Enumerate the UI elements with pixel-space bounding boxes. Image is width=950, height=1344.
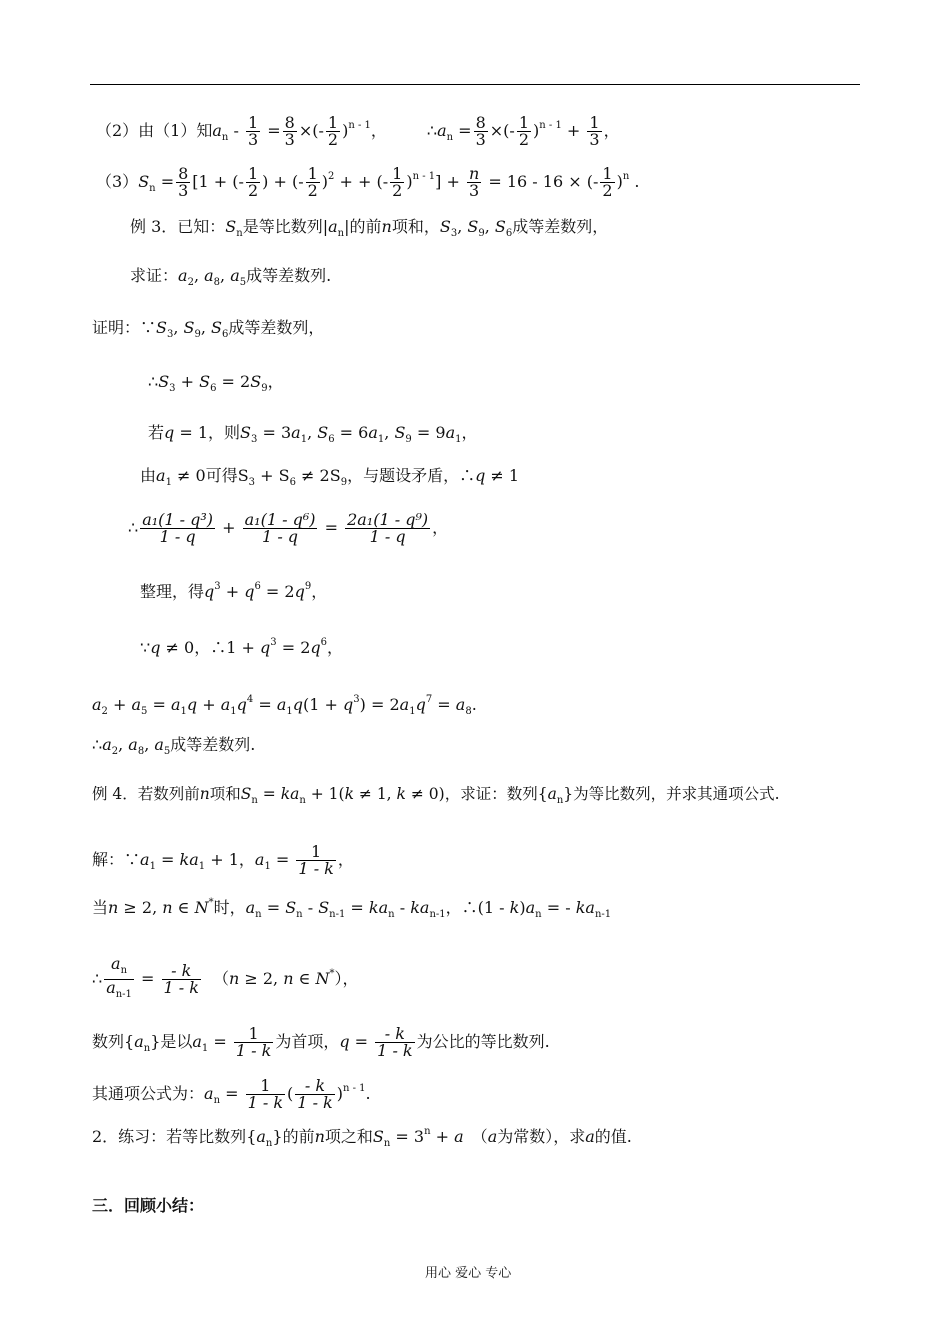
fraction: $\frac{8}{3}$ xyxy=(284,113,295,149)
line-contradiction: 由$a_1 \ne 0$可得$S_3 + S_6 \ne 2S_9$，与题设矛盾，∴q ≠ 1 xyxy=(140,466,520,488)
fraction: $\frac{1}{1 - k}$ xyxy=(235,1024,272,1060)
fraction: $\frac{1}{2}$ xyxy=(247,164,259,200)
fraction: $\frac{8}{3}$ xyxy=(178,164,189,200)
line-proof-start: 证明：$\because S_3$, $S_9$, $S_6$成等差数列， xyxy=(92,318,325,340)
fraction: $\frac{1}{1 - k}$ xyxy=(298,842,334,878)
line-ratio: ∴ $\frac{a_n}{a_{n-1}}$ = $\frac{- k}{1 - k}$ （n ≥ 2, n ∈ N*）， xyxy=(92,956,359,1003)
line-case-q1: 若q = 1，则$S_3 = 3a_1$, $S_6 = 6a_1$, $S_9 = 9a_1$， xyxy=(148,423,478,445)
section-heading: 三．回顾小结： xyxy=(92,1196,205,1215)
fraction: $\frac{a_n}{a_{n-1}}$ xyxy=(106,954,132,1000)
line-part2: （2）由（1）知$a_n$ - $\frac{1}{3}$ = $\frac{8}{3}$ ×(- $\frac{1}{2}$ )$^{n - 1}$， $\therefore a_n$ = $\frac{8}{3}$ ×(- $\frac{1}{2}$ )$^{n - 1}$ + $\frac{1}{3}$ ， xyxy=(96,113,620,149)
fraction: $\frac{8}{3}$ xyxy=(475,113,486,149)
fraction: $\frac{1}{2}$ xyxy=(327,113,339,149)
line-example3: 例 3．已知：$S_n$是等比数列$|a_n|$的前n项和，$S_3$, $S_9$, $S_6$成等差数列， xyxy=(130,217,609,239)
line-prove: 求证：$a_2$, $a_8$, $a_5$成等差数列. xyxy=(130,266,332,288)
line-part3: $(3)S_n$ = $\frac{8}{3}$ [1 + (- $\frac{1}{2}$ ) + (- $\frac{1}{2}$ )$^2$ + + (- $\frac{1}{2}$ )$^{n - 1}$] + $\frac{n}{3}$ = 16 - 16 × (- $\frac{1}{2}$ )$^n$ . xyxy=(96,164,640,200)
line-exercise: 2．练习：若等比数列$\{a_n\}$的前n项之和$S_n = 3^n + a$ （a为常数），求a的值. xyxy=(92,1126,632,1149)
fraction: $\frac{1}{2}$ xyxy=(602,164,613,200)
header-rule xyxy=(90,84,860,85)
fraction: $\frac{1}{2}$ xyxy=(518,113,530,149)
fraction: $\frac{1}{2}$ xyxy=(307,164,318,200)
line-sequence-type: 数列$\{a_n\}$是以$a_1$ = $\frac{1}{1 - k}$ 为首项，q = $\frac{- k}{1 - k}$ 为公比的等比数列. xyxy=(92,1024,550,1060)
fraction: $\frac{- k}{1 - k}$ xyxy=(377,1024,413,1060)
page-footer: 用心 爱心 专心 xyxy=(425,1266,512,1281)
fraction: $\frac{\text{a₁(1 - q⁶)}}{1 - q}$ xyxy=(244,510,316,546)
line-general-term: 其通项公式为：$a_n$ = $\frac{1}{1 - k}$ ( $\frac{- k}{1 - k}$ )$^{n - 1}$. xyxy=(92,1076,371,1112)
line-conclusion: $\therefore a_2$, $a_8$, $a_5$成等差数列. xyxy=(92,735,256,757)
fraction: $\frac{n}{3}$ xyxy=(468,164,480,200)
line-solution: 解：$\because a_1 = ka_1 + 1$，$a_1$ = $\frac{1}{1 - k}$ ， xyxy=(92,842,354,878)
fraction: $\frac{1}{3}$ xyxy=(247,113,259,149)
fraction: $\frac{\text{a₁(1 - q³)}}{1 - q}$ xyxy=(142,510,214,546)
fraction: $\frac{- k}{1 - k}$ xyxy=(163,961,199,997)
line-q-nonzero: ∵q ≠ 0，∴1 + $q^3 = 2q^6$， xyxy=(140,637,344,657)
line-a2-a5: $a_2 + a_5 = a_1q + a_1q^4 = a_1q(1 + q^3) = 2a_1q^7 = a_8$. xyxy=(92,694,477,717)
line-sum-formula: ∴ $\frac{\text{a₁(1 - q³)}}{1 - q}$ + $\frac{\text{a₁(1 - q⁶)}}{1 - q}$ = $\frac{\text{2a₁(1 - q⁹)}}{1 - q}$ ， xyxy=(128,510,449,546)
fraction: $\frac{1}{1 - k}$ xyxy=(247,1076,284,1112)
line-simplify: 整理，得$q^3 + q^6 = 2q^9$， xyxy=(140,581,328,601)
fraction: $\frac{1}{2}$ xyxy=(392,164,403,200)
line-recurrence: 当n ≥ 2, n ∈ N*时，$a_n = S_n - S_{n-1} = ka_n - ka_{n-1}$，∴(1 - $k)a_n$ = - $ka_{n-1}$ xyxy=(92,897,612,920)
line-sum-relation: $\therefore S_3 + S_6 = 2S_9$， xyxy=(148,372,284,394)
line-example4: 例 4．若数列前n项和$S_n = ka_n + 1(k \ne 1$, k ≠ 0)，求证：数列$\{a_n\}$为等比数列，并求其通项公式. xyxy=(92,785,780,806)
fraction: $\frac{1}{3}$ xyxy=(589,113,600,149)
fraction: $\frac{\text{2a₁(1 - q⁹)}}{1 - q}$ xyxy=(347,510,429,546)
fraction: $\frac{- k}{1 - k}$ xyxy=(297,1076,333,1112)
